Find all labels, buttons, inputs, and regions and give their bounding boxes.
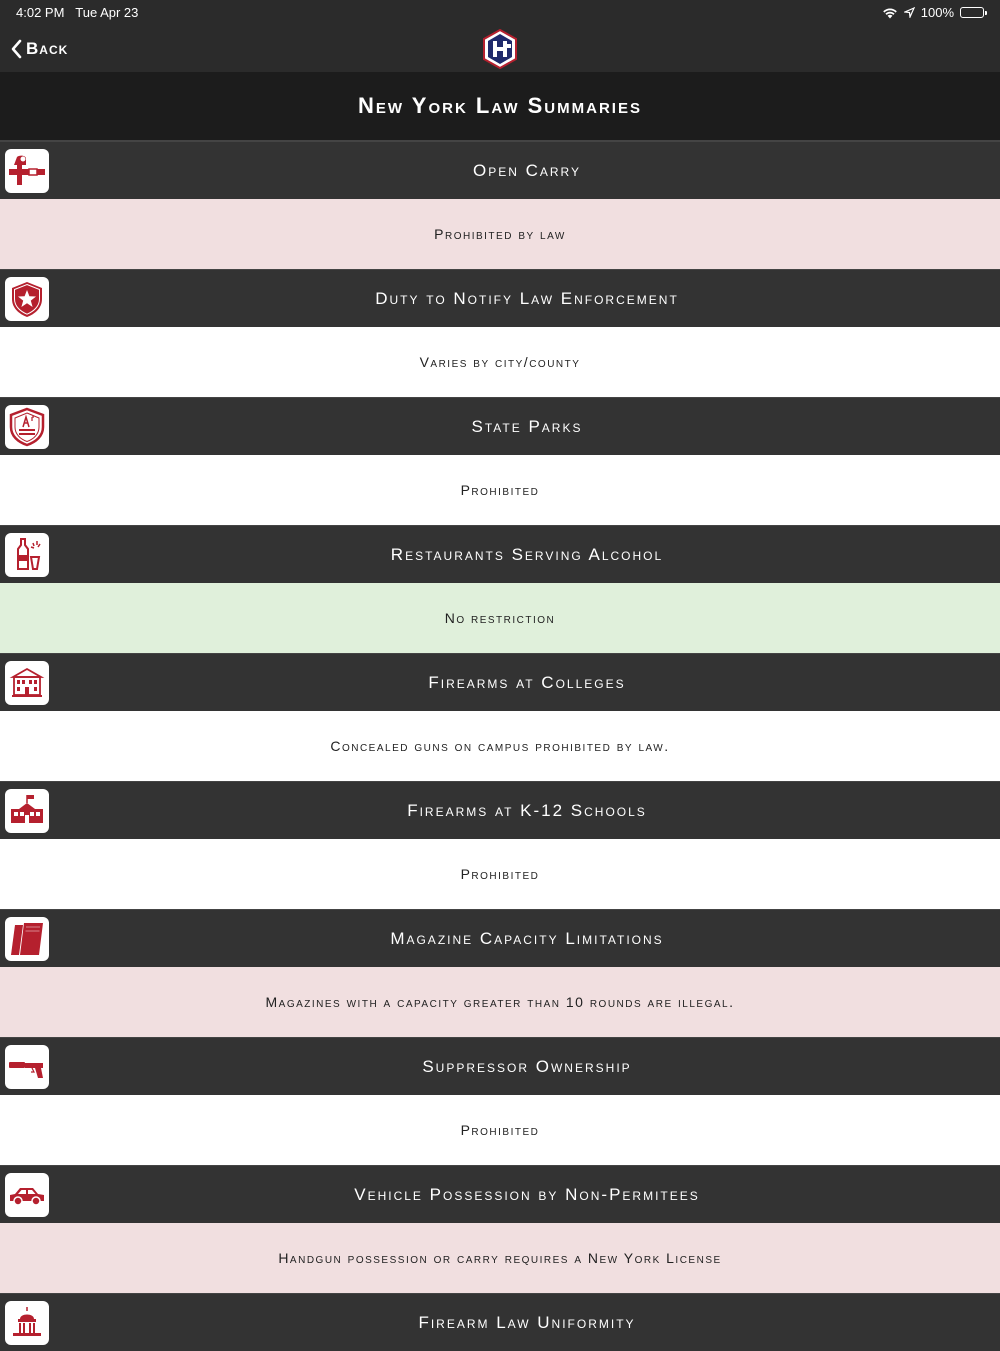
section-header-open-carry[interactable] bbox=[0, 141, 1000, 199]
magazine-icon bbox=[5, 917, 49, 961]
section-value: Prohibited by law bbox=[434, 226, 566, 242]
holster-icon bbox=[5, 149, 49, 193]
status-time bbox=[16, 5, 138, 20]
status-clock: 4:02 PM bbox=[16, 5, 65, 20]
location-arrow-icon bbox=[904, 7, 915, 18]
section-header-restaurants-alcohol[interactable] bbox=[0, 525, 1000, 583]
capitol-icon bbox=[5, 1301, 49, 1345]
status-indicators bbox=[882, 5, 984, 20]
back-label: Back bbox=[26, 39, 69, 58]
section-value: Varies by city/county bbox=[419, 354, 581, 370]
alcohol-bottle-icon bbox=[5, 533, 49, 577]
section-header-k12-schools[interactable] bbox=[0, 781, 1000, 839]
police-badge-icon bbox=[5, 277, 49, 321]
battery-percent: 100% bbox=[920, 5, 954, 20]
section-value: No restriction bbox=[444, 610, 556, 626]
section-title: Magazine Capacity Limitations bbox=[390, 928, 664, 948]
section-header-suppressor[interactable] bbox=[0, 1037, 1000, 1095]
section-body-duty-to-notify bbox=[0, 327, 1000, 397]
section-title: Vehicle Possession by Non-Permitees bbox=[354, 1184, 700, 1204]
section-title: Open Carry bbox=[472, 160, 582, 180]
section-value: Prohibited bbox=[460, 1122, 540, 1138]
wifi-icon bbox=[882, 7, 898, 19]
section-value: Prohibited bbox=[460, 866, 540, 882]
section-value: Prohibited bbox=[460, 482, 540, 498]
car-icon bbox=[5, 1173, 49, 1217]
section-value: Magazines with a capacity greater than 10 rounds are illegal. bbox=[265, 994, 735, 1010]
section-title: Firearms at K-12 Schools bbox=[407, 800, 647, 820]
college-building-icon bbox=[5, 661, 49, 705]
section-value: Concealed guns on campus prohibited by law. bbox=[330, 738, 670, 754]
status-date: Tue Apr 23 bbox=[75, 5, 139, 20]
section-title: State Parks bbox=[471, 416, 583, 436]
navigation-bar bbox=[0, 26, 1000, 72]
section-title: Duty to Notify Law Enforcement bbox=[375, 288, 679, 308]
park-shield-icon bbox=[5, 405, 49, 449]
section-header-law-uniformity[interactable] bbox=[0, 1293, 1000, 1351]
chevron-left-icon bbox=[10, 39, 22, 59]
section-value: Handgun possession or carry requires a New York License bbox=[278, 1250, 722, 1266]
section-body-vehicle-possession bbox=[0, 1223, 1000, 1293]
section-title: Restaurants Serving Alcohol bbox=[390, 544, 664, 564]
battery-icon bbox=[960, 7, 984, 18]
back-button[interactable] bbox=[10, 36, 68, 62]
status-bar bbox=[0, 0, 1000, 26]
law-summary-list bbox=[0, 141, 1000, 1351]
school-icon bbox=[5, 789, 49, 833]
section-body-magazine-capacity bbox=[0, 967, 1000, 1037]
section-body-restaurants-alcohol bbox=[0, 583, 1000, 653]
app-logo-icon bbox=[482, 29, 518, 69]
section-header-colleges[interactable] bbox=[0, 653, 1000, 711]
page-header bbox=[0, 72, 1000, 141]
section-header-state-parks[interactable] bbox=[0, 397, 1000, 455]
section-body-colleges bbox=[0, 711, 1000, 781]
section-body-k12-schools bbox=[0, 839, 1000, 909]
section-header-duty-to-notify[interactable] bbox=[0, 269, 1000, 327]
section-body-open-carry bbox=[0, 199, 1000, 269]
page-title: New York Law Summaries bbox=[358, 93, 642, 118]
section-title: Firearms at Colleges bbox=[428, 672, 626, 692]
section-body-suppressor bbox=[0, 1095, 1000, 1165]
section-header-vehicle-possession[interactable] bbox=[0, 1165, 1000, 1223]
section-body-state-parks bbox=[0, 455, 1000, 525]
suppressor-icon bbox=[5, 1045, 49, 1089]
section-title: Firearm Law Uniformity bbox=[418, 1312, 636, 1332]
section-header-magazine-capacity[interactable] bbox=[0, 909, 1000, 967]
section-title: Suppressor Ownership bbox=[422, 1056, 632, 1076]
